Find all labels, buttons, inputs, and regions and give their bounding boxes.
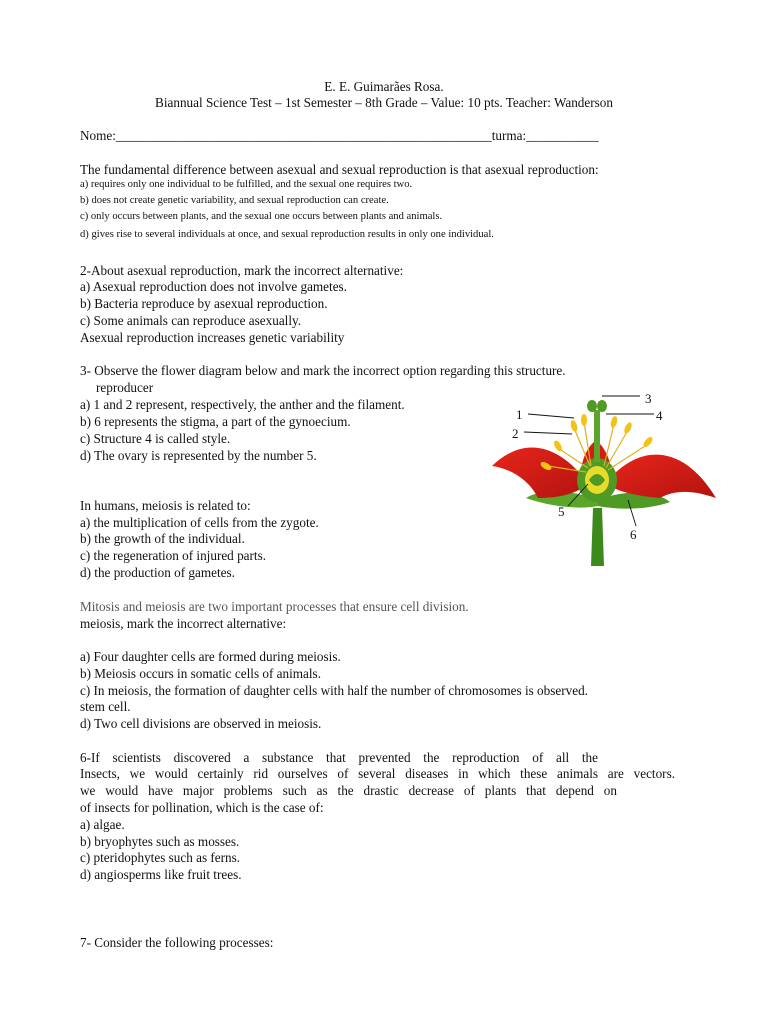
q4-option-c: c) the regeneration of injured parts. [80, 548, 267, 563]
q3-option-b: b) 6 represents the stigma, a part of the gynoecium. [80, 414, 351, 429]
q6-option-c: c) pteridophytes such as ferns. [80, 850, 241, 865]
name-line [80, 127, 599, 144]
q3-stem: 3- Observe the flower diagram below and mark the incorrect option regarding this structure. [80, 363, 566, 378]
stigma-lobe-left [587, 400, 597, 412]
diagram-label-2: 2 [512, 426, 519, 441]
q5-intro: Mitosis and meiosis are two important processes that ensure cell division. [80, 599, 469, 614]
test-subtitle: Biannual Science Test – 1st Semester – 8th Grade – Value: 10 pts. Teacher: Wanderson [155, 95, 613, 110]
diagram-label-4: 4 [656, 408, 663, 423]
name-label: Nome: [80, 128, 116, 143]
diagram-label-6: 6 [630, 527, 637, 542]
stigma-lobe-right [597, 400, 607, 412]
q1-option-a: a) requires only one individual to be fulfilled, and the sexual one requires two. [80, 179, 413, 190]
q2-option-b: b) Bacteria reproduce by asexual reproduction. [80, 296, 328, 311]
q6-option-d: d) angiosperms like fruit trees. [80, 867, 242, 882]
q1-option-c: c) only occurs between plants, and the sexual one occurs between plants and animals. [80, 211, 443, 222]
q4-option-b: b) the growth of the individual. [80, 531, 245, 546]
q1-stem: The fundamental difference between asexual and sexual reproduction is that asexual reproduction: [80, 162, 599, 177]
q2-stem: 2-About asexual reproduction, mark the incorrect alternative: [80, 263, 404, 278]
q5-option-c-cont: stem cell. [80, 699, 131, 714]
q5-option-b: b) Meiosis occurs in somatic cells of animals. [80, 666, 321, 681]
style [594, 410, 600, 462]
q1-option-b: b) does not create genetic variability, and sexual reproduction can create. [80, 195, 389, 206]
q5-option-c: c) In meiosis, the formation of daughter cells with half the number of chromosomes is observed. [80, 683, 588, 698]
q6-line-2: Insects, we would certainly rid ourselves of several diseases in which these animals are vectors. [80, 766, 675, 781]
q6-line-3: we would have major problems such as the drastic decrease of plants that depend on [80, 783, 617, 798]
q4-option-a: a) the multiplication of cells from the zygote. [80, 515, 319, 530]
q3-stem-cont: reproducer [96, 380, 154, 395]
q2-option-a: a) Asexual reproduction does not involve gametes. [80, 279, 347, 294]
q7-stem: 7- Consider the following processes: [80, 935, 274, 950]
q4-option-d: d) the production of gametes. [80, 565, 235, 580]
flower-diagram [488, 388, 720, 568]
q6-line-1: 6-If scientists discovered a substance that prevented the reproduction of all the [80, 750, 598, 765]
diagram-label-3: 3 [645, 391, 652, 406]
class-label: turma: [491, 128, 527, 143]
class-blank[interactable]: ___________ [526, 128, 599, 143]
q6-line-4: of insects for pollination, which is the case of: [80, 800, 324, 815]
q4-stem: In humans, meiosis is related to: [80, 498, 251, 513]
q5-option-d: d) Two cell divisions are observed in meiosis. [80, 716, 322, 731]
q6-option-a: a) algae. [80, 817, 125, 832]
q5-stem: meiosis, mark the incorrect alternative: [80, 616, 287, 631]
q1-option-d: d) gives rise to several individuals at once, and sexual reproduction results in only one individual. [80, 229, 494, 240]
petal-left [492, 447, 588, 498]
q5-option-a: a) Four daughter cells are formed during meiosis. [80, 649, 341, 664]
q2-option-c: c) Some animals can reproduce asexually. [80, 313, 302, 328]
school-name: E. E. Guimarães Rosa. [324, 79, 444, 94]
name-blank[interactable]: _________________________________________________________ [115, 128, 492, 143]
diagram-label-1: 1 [516, 407, 523, 422]
flower-stem [591, 508, 604, 566]
q3-option-c: c) Structure 4 is called style. [80, 431, 231, 446]
diagram-label-5: 5 [558, 504, 565, 519]
q3-option-a: a) 1 and 2 represent, respectively, the anther and the filament. [80, 397, 405, 412]
q3-option-d: d) The ovary is represented by the number 5. [80, 448, 317, 463]
q6-option-b: b) bryophytes such as mosses. [80, 834, 240, 849]
q2-option-d: Asexual reproduction increases genetic variability [80, 330, 345, 345]
